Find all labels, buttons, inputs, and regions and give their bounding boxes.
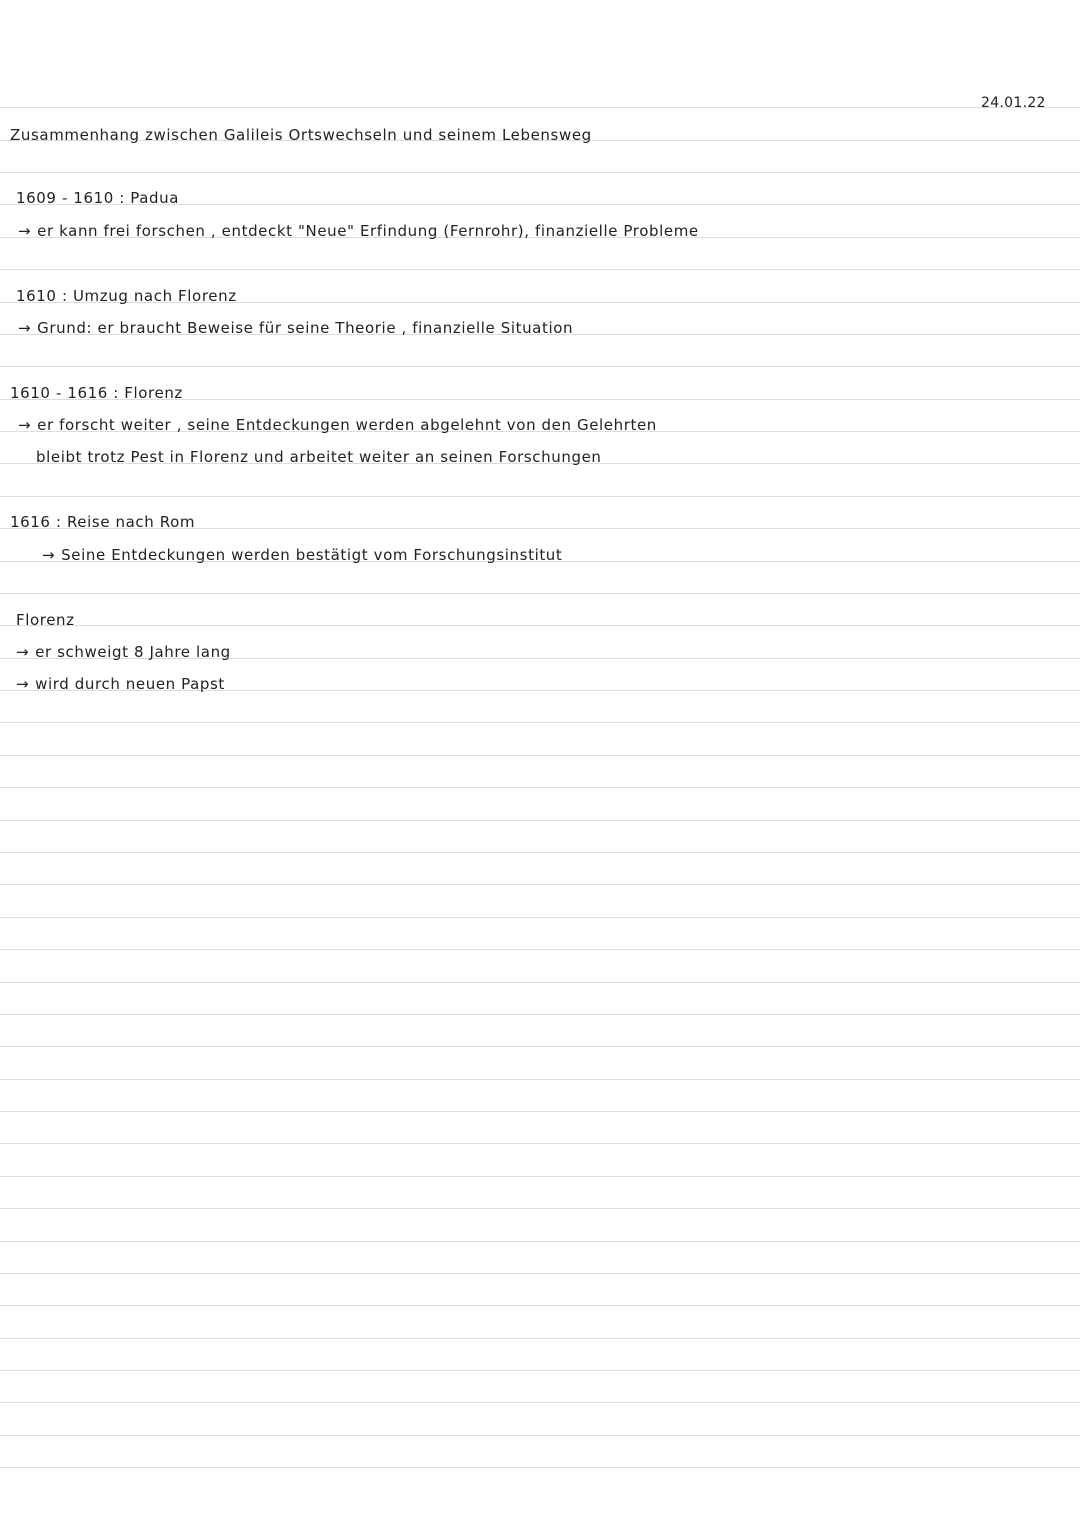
ruled-line	[0, 1079, 1080, 1080]
ruled-line	[0, 1467, 1080, 1468]
section-line	[18, 221, 699, 241]
ruled-line	[0, 625, 1080, 626]
section-heading-padua: 1609 - 1610 : Padua	[16, 189, 180, 207]
note-date: 24.01.22	[981, 95, 1046, 111]
arrow-icon: →	[16, 643, 30, 661]
line-text: er kann frei forschen , entdeckt "Neue" Erfindung (Fernrohr), finanzielle Probleme	[37, 222, 699, 240]
ruled-line	[0, 172, 1080, 173]
ruled-line	[0, 1338, 1080, 1339]
ruled-line	[0, 1208, 1080, 1209]
line-text: bleibt trotz Pest in Florenz und arbeitet weiter an seinen Forschungen	[36, 448, 602, 466]
section-heading-rom: 1616 : Reise nach Rom	[10, 513, 196, 531]
line-text: Grund: er braucht Beweise für seine Theorie , finanzielle Situation	[37, 319, 574, 337]
section-line	[42, 545, 562, 565]
section-line	[16, 674, 225, 694]
ruled-line	[0, 1402, 1080, 1403]
ruled-line	[0, 949, 1080, 950]
section-line	[18, 415, 657, 435]
section-line	[36, 447, 602, 467]
ruled-line	[0, 1241, 1080, 1242]
ruled-line	[0, 787, 1080, 788]
section-line	[16, 642, 231, 662]
ruled-line	[0, 982, 1080, 983]
arrow-icon: →	[18, 222, 32, 240]
ruled-line	[0, 496, 1080, 497]
section-heading-florenz-1610: 1610 - 1616 : Florenz	[10, 384, 183, 402]
line-text: Seine Entdeckungen werden bestätigt vom Forschungsinstitut	[61, 546, 563, 564]
ruled-line	[0, 852, 1080, 853]
arrow-icon: →	[16, 675, 30, 693]
ruled-line	[0, 1111, 1080, 1112]
ruled-line	[0, 755, 1080, 756]
arrow-icon: →	[18, 416, 32, 434]
ruled-line	[0, 1014, 1080, 1015]
line-text: er schweigt 8 Jahre lang	[35, 643, 231, 661]
ruled-line	[0, 593, 1080, 594]
line-text: wird durch neuen Papst	[35, 675, 225, 693]
section-line	[18, 318, 573, 338]
ruled-line	[0, 107, 1080, 108]
ruled-line	[0, 366, 1080, 367]
ruled-line	[0, 1046, 1080, 1047]
section-heading-umzug: 1610 : Umzug nach Florenz	[16, 287, 237, 305]
ruled-line	[0, 917, 1080, 918]
ruled-line	[0, 820, 1080, 821]
ruled-line	[0, 269, 1080, 270]
ruled-line	[0, 722, 1080, 723]
ruled-line	[0, 884, 1080, 885]
ruled-line	[0, 1143, 1080, 1144]
ruled-line	[0, 1273, 1080, 1274]
ruled-line	[0, 1370, 1080, 1371]
ruled-line	[0, 1176, 1080, 1177]
section-heading-florenz: Florenz	[16, 611, 75, 629]
line-text: er forscht weiter , seine Entdeckungen werden abgelehnt von den Gelehrten	[37, 416, 657, 434]
ruled-line	[0, 1435, 1080, 1436]
note-title: Zusammenhang zwischen Galileis Ortswechseln und seinem Lebensweg	[10, 126, 592, 144]
ruled-line	[0, 1305, 1080, 1306]
arrow-icon: →	[18, 319, 32, 337]
arrow-icon: →	[42, 546, 56, 564]
